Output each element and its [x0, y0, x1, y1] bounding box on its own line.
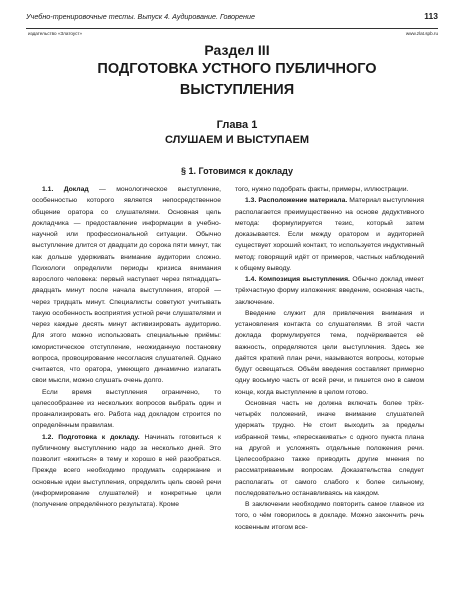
page-number: 113 — [424, 11, 438, 21]
body-paragraph — [235, 184, 424, 195]
right-text-column — [235, 184, 424, 604]
paragraph-text: Если время выступления ограничено, то целесообразнее из нескольких вопросов выбрать один и проанализировать его. Работа над докладом строится по определённым правилам. — [32, 388, 221, 430]
paragraph-text: Основная часть не должна включать более трёх-четырёх положений, иначе внимание слушателей удержать трудно. Не стоит выходить за пределы избранной темы, «перескакивать» с одного пункта плана на другой и усложнять отдельные положения речи. Целесообразно также приводить другие мнения по рассматриваемым вопросам. Доказательства следует располагать от самого слабого к более сильному, последовательно останавливаясь на каждом. — [235, 399, 424, 497]
paragraph-text: В заключении необходимо повторить самое главное из того, о чём говорилось в докладе. Можно закончить речь косвенным итогом все- — [235, 501, 424, 531]
left-text-column — [32, 184, 221, 604]
header-divider — [26, 28, 438, 29]
publisher-site-link[interactable]: www.zlat.spb.ru — [405, 31, 438, 36]
paragraph-text: Обычно доклад имеет трёхчастную форму изложения: введение, основная часть, заключение. — [235, 276, 424, 306]
body-paragraph — [235, 195, 424, 274]
body-paragraph — [235, 499, 424, 533]
paragraph-text: — монологическое выступление, особенностью которого является непосредственное общение оратора со слушателями. Основная цель докладчика — предоставление информации в учебно-научной или профессиональной ситуации. Обычно выступление длится от двадцати до сорока пяти минут, так как дольше удерживать внимание аудитории сложно. Психологи определили периоды кризиса внимания взрослого человека: первый наступает через пятнадцать-двадцать минут после начала выступления, второй — через тридцать минут. Специалисты советуют учитывать такую особенность восприятия устной речи слушателями и через каждые десять минут активизировать аудиторию. Для этого можно использовать специальные приёмы: юмористическое отступление, неожиданную постановку вопроса, провоцирование несогласия слушателей. Однако считается, что оратора, умеющего динамично излагать свои мысли, можно слушать очень долго. — [32, 186, 221, 385]
body-paragraph — [32, 432, 221, 511]
body-paragraph — [235, 398, 424, 499]
body-paragraph — [235, 274, 424, 308]
section-title: ПОДГОТОВКА УСТНОГО ПУБЛИЧНОГО ВЫСТУПЛЕНИЯ — [97, 61, 377, 98]
term-heading: 1.2. Подготовка к докладу. — [42, 433, 140, 441]
running-header-title: Учебно-тренировочные тесты. Выпуск 4. Аудирование. Говорение — [26, 12, 255, 21]
paragraph-text: Материал выступления располагается преимущественно на основе дедуктивного метода: формулируется тезис, который затем доказывается. Если между оратором и аудиторией существует хороший контакт, то используется индуктивный метод: говорящий идёт от примеров, частных наблюдений к общему выводу. — [235, 197, 424, 272]
term-heading: 1.1. Доклад — [42, 186, 89, 193]
term-heading: 1.4. Композиция выступления. — [245, 276, 350, 283]
chapter-title: СЛУШАЕМ И ВЫСТУПАЕМ — [164, 134, 310, 146]
paragraph-title: § 1. Готовимся к докладу — [181, 166, 293, 176]
chapter-number: Глава 1 — [216, 119, 258, 131]
paragraph-text: Начинать готовиться к публичному выступлению надо за несколько дней. Это позволит «вжиться» в тему и хорошо в ней разобраться. Прежде всего необходимо продумать содержание и основные идеи выступления, определить цель своей речи (информирование слушателей) и конкретные цели (получение определённого результата). Кроме — [32, 433, 221, 508]
body-paragraph — [32, 184, 221, 387]
body-paragraph — [235, 308, 424, 398]
section-number: Раздел III — [204, 42, 270, 58]
term-heading: 1.3. Расположение материала. — [245, 197, 348, 205]
body-paragraph — [32, 387, 221, 432]
paragraph-text: того, нужно подобрать факты, примеры, иллюстрации. — [235, 186, 409, 193]
paragraph-text: Введение служит для привлечения внимания и установления контакта со слушателями. В этой части доклада формулируется тема, подчёркивается её важность, определяются цели выступления. Здесь же даётся краткий план речи, называются вопросы, которые будут освещаться. Объём введения составляет примерно одну восьмую часть от всей речи, и пишется оно в самом конце, когда выступление в целом готово. — [235, 309, 424, 396]
publisher-label: издательство «Златоуст» — [28, 31, 83, 36]
